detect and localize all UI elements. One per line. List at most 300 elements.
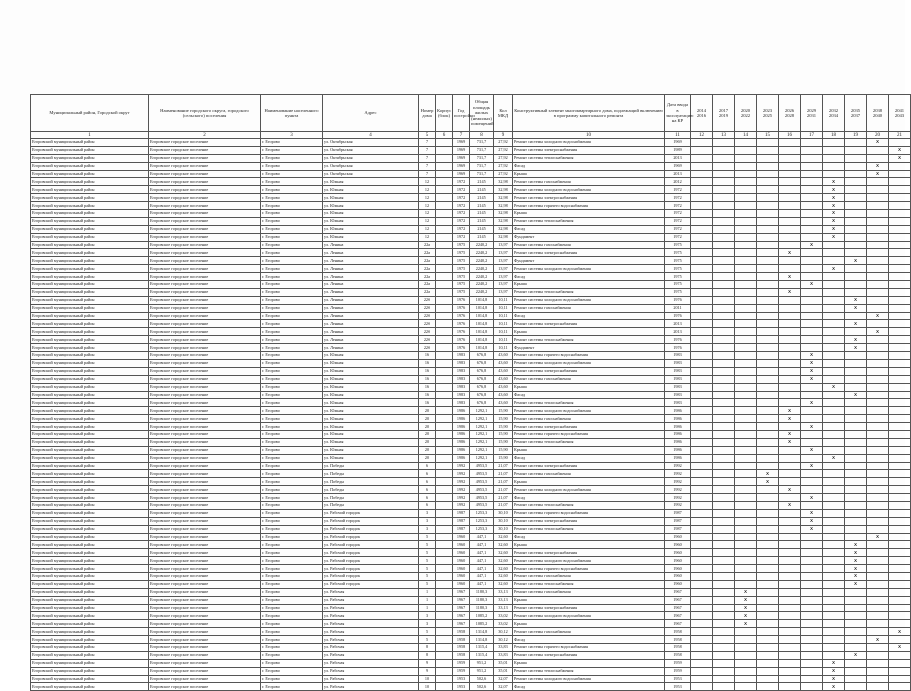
schedule-mark-cell [735,225,757,233]
schedule-mark-cell [713,565,735,573]
schedule-mark-cell: X [801,462,823,470]
schedule-mark-cell [801,336,823,344]
schedule-mark-cell [867,446,889,454]
table-cell: 32,98 [494,178,513,186]
schedule-mark-cell [823,446,845,454]
table-cell: 1992 [453,462,470,470]
table-cell [436,210,453,218]
schedule-mark-cell: X [867,170,889,178]
table-cell: Егоровский муниципальный район [31,217,149,225]
schedule-mark-cell [867,541,889,549]
table-cell: г. Егорово [261,651,323,659]
table-cell: Ремонт системы электроснабжения [513,604,665,612]
table-cell: 1972 [665,233,691,241]
table-cell: Егоровский муниципальный район [31,146,149,154]
table-cell: Егоровский муниципальный район [31,612,149,620]
table-row [31,478,911,486]
table-cell: Егоровское городское поселение [149,170,261,178]
schedule-mark-cell [757,628,779,636]
schedule-mark-cell [757,454,779,462]
table-cell: 12 [419,210,436,218]
table-cell: 32,60 [494,541,513,549]
schedule-mark-cell [713,423,735,431]
table-cell [436,399,453,407]
table-cell: г. Егорово [261,265,323,273]
table-row [31,249,911,257]
schedule-mark-cell [713,604,735,612]
schedule-mark-cell [691,659,713,667]
table-cell: 2145 [470,202,494,210]
table-cell: г. Егорово [261,186,323,194]
schedule-mark-cell [757,225,779,233]
table-cell: г. Егорово [261,170,323,178]
table-cell: Фасад [513,533,665,541]
table-cell: 22а [419,249,436,257]
table-cell: 13,97 [494,257,513,265]
table-row [31,328,911,336]
table-cell [436,241,453,249]
schedule-mark-cell [691,312,713,320]
table-cell [436,320,453,328]
schedule-mark-cell [757,359,779,367]
schedule-mark-cell: X [801,446,823,454]
schedule-mark-cell [757,667,779,675]
schedule-mark-cell [757,154,779,162]
schedule-mark-cell [889,257,911,265]
table-cell: ул. Октябрьская [323,146,419,154]
schedule-mark-cell [867,423,889,431]
schedule-mark-cell [713,525,735,533]
column-number: 2 [149,132,261,139]
table-cell: Ремонт системы холодного водоснабжения [513,296,665,304]
schedule-mark-cell: X [779,288,801,296]
table-cell: 1986 [665,415,691,423]
schedule-mark-cell [779,446,801,454]
table-cell: г. Егорово [261,383,323,391]
schedule-mark-cell [735,446,757,454]
schedule-mark-cell [779,675,801,683]
schedule-mark-cell [845,636,867,644]
schedule-mark-cell [757,146,779,154]
schedule-mark-cell [735,423,757,431]
table-cell: Егоровский муниципальный район [31,501,149,509]
schedule-mark-cell [823,549,845,557]
table-cell: Ремонт системы газоснабжения [513,415,665,423]
schedule-mark-cell: X [867,312,889,320]
table-cell: Егоровское городское поселение [149,565,261,573]
table-cell: 2011 [665,304,691,312]
schedule-mark-cell: X [845,565,867,573]
table-cell: Егоровское городское поселение [149,281,261,289]
table-cell: 1975 [665,241,691,249]
schedule-mark-cell [801,202,823,210]
schedule-mark-cell [735,470,757,478]
table-cell: ул. Рабочая [323,644,419,652]
schedule-mark-cell: X [823,454,845,462]
schedule-mark-cell [757,296,779,304]
table-cell: г. Егорово [261,454,323,462]
table-row [31,683,911,691]
table-cell: 15,90 [494,407,513,415]
table-cell: 1014,8 [470,312,494,320]
table-cell: ул. Южная [323,454,419,462]
schedule-mark-cell [691,628,713,636]
schedule-mark-cell [801,249,823,257]
schedule-mark-cell [757,596,779,604]
schedule-mark-cell [867,572,889,580]
table-cell: 1986 [453,454,470,462]
table-cell: 1967 [665,604,691,612]
schedule-mark-cell [779,462,801,470]
schedule-mark-cell [867,241,889,249]
schedule-mark-cell [845,644,867,652]
schedule-mark-cell [779,494,801,502]
schedule-mark-cell [823,501,845,509]
table-cell: Егоровское городское поселение [149,580,261,588]
schedule-mark-cell: X [779,430,801,438]
table-cell: 22б [419,320,436,328]
schedule-mark-cell [845,423,867,431]
schedule-mark-cell [757,194,779,202]
table-cell: Егоровское городское поселение [149,257,261,265]
repair-schedule-table [30,94,911,691]
table-cell: г. Егорово [261,162,323,170]
column-number: 1 [31,132,149,139]
schedule-mark-cell [889,288,911,296]
table-cell: Егоровский муниципальный район [31,328,149,336]
table-row [31,344,911,352]
table-cell: Егоровский муниципальный район [31,675,149,683]
schedule-mark-cell [889,596,911,604]
schedule-mark-cell [691,367,713,375]
schedule-mark-cell [867,281,889,289]
schedule-mark-cell [845,178,867,186]
table-cell: Ремонт системы газоснабжения [513,628,665,636]
schedule-mark-cell [867,454,889,462]
schedule-mark-cell [779,383,801,391]
table-cell: г. Егорово [261,470,323,478]
schedule-mark-cell [889,312,911,320]
table-cell: 5 [419,549,436,557]
schedule-mark-cell [823,320,845,328]
table-cell: 1969 [665,139,691,147]
table-cell [436,257,453,265]
table-cell: 502,6 [470,675,494,683]
table-row [31,233,911,241]
schedule-mark-cell [801,391,823,399]
table-cell: Ремонт системы газоснабжения [513,572,665,580]
schedule-mark-cell [823,430,845,438]
table-cell: Егоровский муниципальный район [31,533,149,541]
table-cell: Егоровский муниципальный район [31,265,149,273]
table-cell: 2013 [665,154,691,162]
schedule-mark-cell: X [779,501,801,509]
column-number: 5 [419,132,436,139]
schedule-mark-cell [691,273,713,281]
table-row [31,541,911,549]
column-number-row [31,132,911,139]
schedule-mark-cell [691,407,713,415]
column-number: 16 [779,132,801,139]
schedule-mark-cell [889,604,911,612]
table-cell: 12 [419,202,436,210]
table-cell: Егоровский муниципальный район [31,683,149,691]
column-header: Конструктивный элемент многоквартирного дома, подлежащий включению в программу капитального ремонта [513,95,665,132]
schedule-mark-cell [889,454,911,462]
table-cell: 1976 [453,296,470,304]
table-cell: Егоровское городское поселение [149,233,261,241]
schedule-mark-cell [889,659,911,667]
schedule-mark-cell [757,186,779,194]
table-cell: 731,7 [470,170,494,178]
schedule-mark-cell [823,336,845,344]
table-cell: 22б [419,336,436,344]
table-cell: Фундамент [513,257,665,265]
schedule-mark-cell [823,154,845,162]
schedule-mark-cell [779,644,801,652]
table-cell: 22б [419,312,436,320]
schedule-mark-cell [691,202,713,210]
schedule-mark-cell [801,628,823,636]
column-header: Муниципальный район, Городской округ [31,95,149,132]
schedule-mark-cell [845,210,867,218]
table-cell: ул. Рабочий городок [323,517,419,525]
table-cell: Егоровский муниципальный район [31,494,149,502]
table-cell: 32,60 [494,572,513,580]
schedule-mark-cell [801,288,823,296]
table-cell: Егоровское городское поселение [149,178,261,186]
schedule-mark-cell [735,281,757,289]
schedule-mark-cell [779,557,801,565]
table-row [31,438,911,446]
schedule-mark-cell [801,407,823,415]
table-cell [436,675,453,683]
table-cell: 22а [419,281,436,289]
schedule-mark-cell [691,588,713,596]
table-cell: Егоровский муниципальный район [31,572,149,580]
table-cell: Егоровское городское поселение [149,446,261,454]
schedule-mark-cell [779,572,801,580]
schedule-mark-cell [691,352,713,360]
schedule-mark-cell [713,509,735,517]
table-cell: г. Егорово [261,352,323,360]
table-cell: 4953,5 [470,462,494,470]
table-cell: 5 [419,636,436,644]
schedule-mark-cell [779,620,801,628]
schedule-mark-cell [823,565,845,573]
schedule-mark-cell [867,186,889,194]
table-cell [436,367,453,375]
table-cell: 32,98 [494,217,513,225]
table-cell: 30,10 [494,525,513,533]
schedule-mark-cell [823,257,845,265]
schedule-mark-cell: X [735,596,757,604]
schedule-mark-cell [757,525,779,533]
schedule-mark-cell: X [779,438,801,446]
schedule-mark-cell [735,241,757,249]
table-cell: ул. Рабочий городок [323,541,419,549]
schedule-mark-cell [889,572,911,580]
table-cell: 20 [419,423,436,431]
table-cell: 676,8 [470,383,494,391]
schedule-mark-cell [801,225,823,233]
table-cell: 1960 [665,557,691,565]
schedule-mark-cell [735,217,757,225]
table-cell: 1967 [665,612,691,620]
table-cell: 1983 [665,352,691,360]
schedule-mark-cell: X [823,233,845,241]
schedule-mark-cell [867,478,889,486]
table-cell: 676,8 [470,375,494,383]
table-cell: 1953 [453,675,470,683]
schedule-mark-cell [779,470,801,478]
schedule-mark-cell [779,296,801,304]
schedule-mark-cell [757,312,779,320]
table-cell: Егоровский муниципальный район [31,336,149,344]
table-cell: Фасад [513,312,665,320]
table-cell [436,438,453,446]
table-cell: 16 [419,352,436,360]
table-cell: ул. Южная [323,399,419,407]
table-cell: Егоровское городское поселение [149,612,261,620]
table-cell: 1975 [665,265,691,273]
table-cell: Ремонт системы электроснабжения [513,367,665,375]
table-cell: 15,90 [494,454,513,462]
schedule-mark-cell: X [801,517,823,525]
table-cell: 1987 [665,509,691,517]
table-cell: Егоровское городское поселение [149,194,261,202]
table-cell: 43,60 [494,383,513,391]
schedule-mark-cell [757,438,779,446]
schedule-mark-cell [691,501,713,509]
schedule-mark-cell [889,383,911,391]
table-cell: 1975 [453,241,470,249]
table-cell: 1986 [453,407,470,415]
table-cell: Ремонт системы электроснабжения [513,249,665,257]
table-cell: Егоровское городское поселение [149,525,261,533]
table-cell: 1967 [665,588,691,596]
schedule-mark-cell [889,296,911,304]
table-cell: 1986 [665,430,691,438]
table-cell: 1975 [453,257,470,265]
schedule-mark-cell [779,217,801,225]
table-cell: 676,8 [470,359,494,367]
schedule-mark-cell [889,525,911,533]
schedule-mark-cell [845,202,867,210]
table-cell: Егоровское городское поселение [149,328,261,336]
table-cell: г. Егорово [261,344,323,352]
table-cell: 1969 [453,139,470,147]
schedule-mark-cell [889,336,911,344]
table-cell: 1992 [665,462,691,470]
table-cell: 1975 [665,249,691,257]
schedule-mark-cell [757,273,779,281]
table-cell: 1976 [453,344,470,352]
schedule-mark-cell: X [823,202,845,210]
schedule-mark-cell [713,162,735,170]
table-cell: 1292,1 [470,430,494,438]
table-cell: 1969 [453,154,470,162]
schedule-mark-cell [889,359,911,367]
table-cell: Ремонт системы газоснабжения [513,241,665,249]
schedule-mark-cell: X [845,391,867,399]
table-cell: г. Егорово [261,281,323,289]
schedule-mark-cell [735,304,757,312]
table-row [31,225,911,233]
table-cell: ул. Рабочий городок [323,557,419,565]
schedule-mark-cell [779,194,801,202]
schedule-mark-cell [867,352,889,360]
schedule-mark-cell [713,675,735,683]
table-cell [436,154,453,162]
schedule-mark-cell [757,549,779,557]
schedule-mark-cell [779,525,801,533]
table-cell: Егоровское городское поселение [149,304,261,312]
table-cell: Егоровское городское поселение [149,312,261,320]
table-cell: Егоровский муниципальный район [31,249,149,257]
schedule-mark-cell [845,367,867,375]
schedule-mark-cell [801,644,823,652]
table-cell: 1992 [453,478,470,486]
table-cell: 1975 [665,257,691,265]
table-cell: 5 [419,565,436,573]
table-cell: 27,92 [494,162,513,170]
table-cell: 1975 [665,281,691,289]
table-cell: Егоровское городское поселение [149,407,261,415]
schedule-mark-cell: X [823,210,845,218]
table-cell: 1953 [665,683,691,691]
table-cell: 10,11 [494,328,513,336]
table-row [31,486,911,494]
schedule-mark-cell [735,233,757,241]
table-cell: Егоровский муниципальный район [31,375,149,383]
table-cell: 8 [419,651,436,659]
schedule-mark-cell [713,620,735,628]
schedule-mark-cell [889,367,911,375]
table-cell [436,359,453,367]
table-cell: ул. Южная [323,352,419,360]
table-row [31,557,911,565]
table-cell [436,565,453,573]
schedule-mark-cell: X [845,541,867,549]
table-cell: Егоровское городское поселение [149,383,261,391]
table-row [31,178,911,186]
schedule-mark-cell [779,312,801,320]
table-cell: г. Егорово [261,446,323,454]
table-row [31,217,911,225]
table-row [31,509,911,517]
schedule-mark-cell [889,415,911,423]
schedule-mark-cell [757,139,779,147]
table-cell: Егоровский муниципальный район [31,651,149,659]
schedule-mark-cell [691,281,713,289]
table-cell: Ремонт системы холодного водоснабжения [513,186,665,194]
table-cell: Егоровское городское поселение [149,202,261,210]
table-row [31,304,911,312]
table-cell: г. Егорово [261,549,323,557]
table-cell: 1975 [665,273,691,281]
column-header: Адрес [323,95,419,132]
table-cell: г. Егорово [261,304,323,312]
table-cell: Егоровский муниципальный район [31,359,149,367]
table-cell: 1986 [453,438,470,446]
schedule-mark-cell [713,146,735,154]
table-cell: 10,11 [494,312,513,320]
schedule-mark-cell [889,352,911,360]
schedule-mark-cell [713,470,735,478]
table-row [31,375,911,383]
table-cell: 1180,3 [470,604,494,612]
